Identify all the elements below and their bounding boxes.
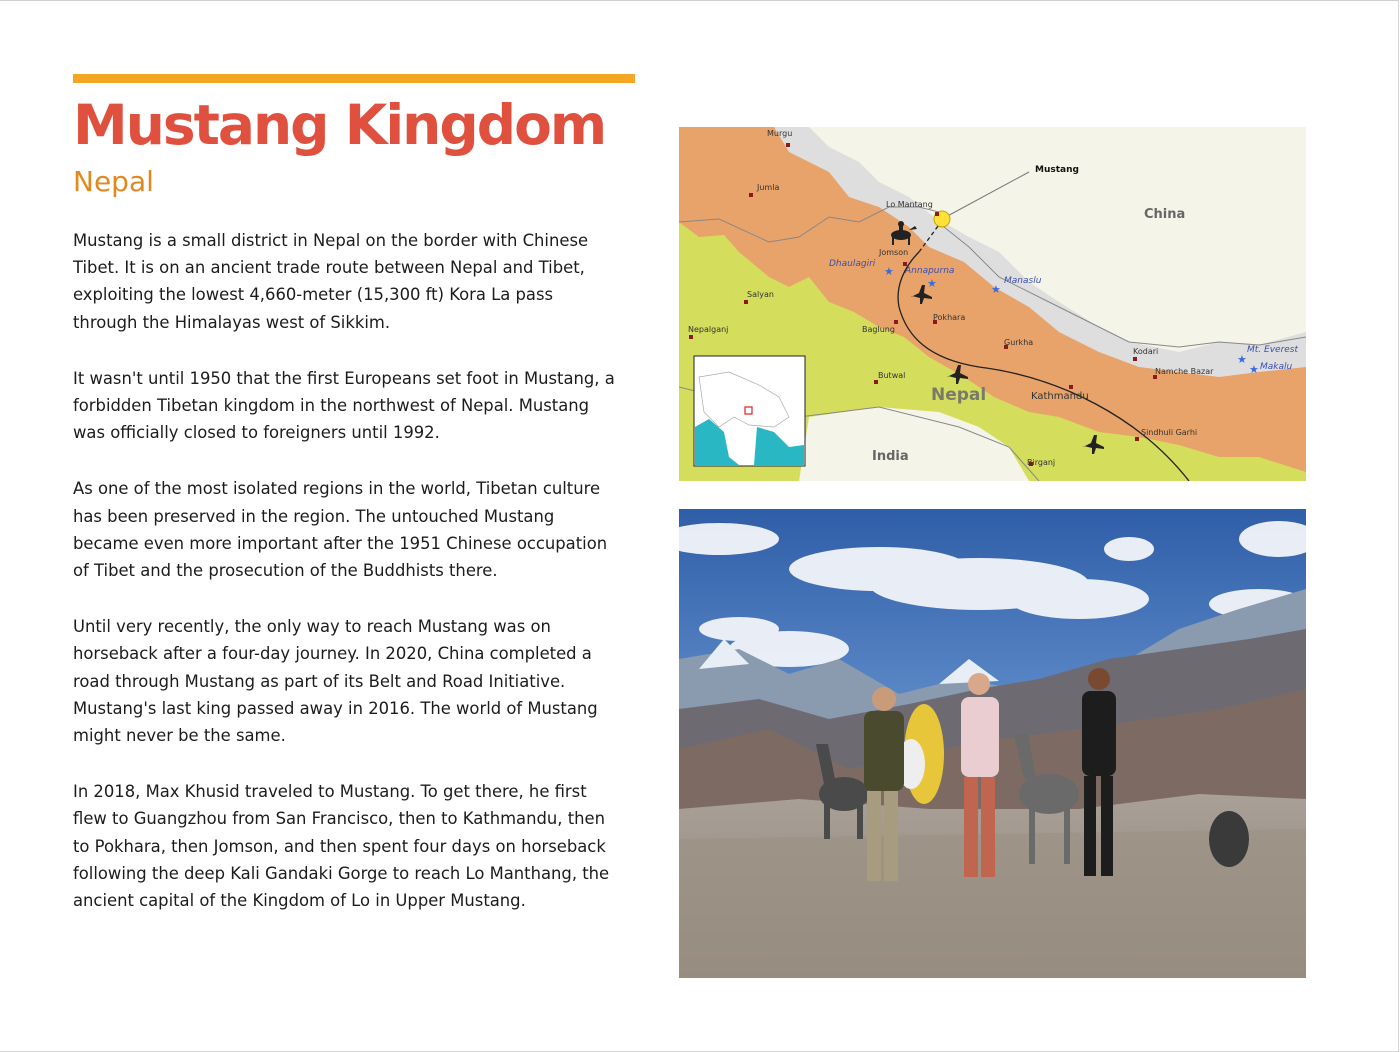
map-label-nepal: Nepal xyxy=(931,385,987,405)
paragraph-4: Until very recently, the only way to reach Mustang was on horseback after a four-day journey. In 2020, China completed a road through Mustang as part of its Belt and Road Initiative. Mustang's last king passed away in 2016. The world of Mustang might never be the same. xyxy=(73,617,598,746)
page-title: Mustang Kingdom xyxy=(73,93,606,157)
map-peak-annapurna: Annapurna xyxy=(905,266,955,276)
map-town-pokhara: Pokhara xyxy=(933,313,966,322)
travel-photo xyxy=(679,509,1306,978)
map-town-jumla: Jumla xyxy=(757,183,780,192)
map-peak-manaslu: Manaslu xyxy=(1004,276,1042,286)
map-town-nepalganj: Nepalganj xyxy=(688,325,729,334)
article-body xyxy=(73,227,621,943)
paragraph-1: Mustang is a small district in Nepal on the border with Chinese Tibet. It is on an ancient trade route between Nepal and Tibet, exploiting the lowest 4,660-meter (15,300 ft) Kora La pass through the Himalayas west of Sikkim. xyxy=(73,231,589,332)
map-peak-makalu: Makalu xyxy=(1260,362,1293,372)
route-map xyxy=(679,127,1306,481)
map-peak-everest: Mt. Everest xyxy=(1247,345,1299,355)
map-town-jomson: Jomson xyxy=(879,248,909,257)
page-subtitle: Nepal xyxy=(73,165,154,198)
svg-text:★: ★ xyxy=(1249,363,1259,376)
map-label-china: China xyxy=(1144,207,1186,222)
paragraph-2: It wasn't until 1950 that the first Europeans set foot in Mustang, a forbidden Tibetan kingdom in the northwest of Nepal. Mustang was officially closed to foreigners until 1992. xyxy=(73,368,615,443)
map-town-gurkha: Gurkha xyxy=(1004,338,1034,347)
paragraph-3: As one of the most isolated regions in the world, Tibetan culture has been preserved in the region. The untouched Mustang became even more important after the 1951 Chinese occupation of Tibet and the prosecution of the Buddhists there. xyxy=(73,479,608,581)
map-inset xyxy=(694,356,805,466)
svg-text:★: ★ xyxy=(884,265,894,278)
map-town-sindhuli-garhi: Sindhuli Garhi xyxy=(1141,428,1198,437)
map-town-namche-bazar: Namche Bazar xyxy=(1155,367,1214,376)
svg-text:★: ★ xyxy=(927,277,937,290)
map-town-lo-mantang: Lo Mantang xyxy=(886,200,933,209)
map-town-kathmandu: Kathmandu xyxy=(1031,391,1089,402)
map-town-salyan: Salyan xyxy=(747,290,774,299)
map-town-murgu: Murgu xyxy=(767,129,793,138)
map-label-india: India xyxy=(872,449,909,464)
paragraph-5: In 2018, Max Khusid traveled to Mustang. To get there, he first flew to Guangzhou from San Francisco, then to Kathmandu, then to Pokhara, then Jomson, and then spent four days on horseback following the deep Kali Gandaki Gorge to reach Lo Manthang, the ancient capital of the Kingdom of Lo in Upper Mustang. xyxy=(73,782,610,911)
map-town-butwal: Butwal xyxy=(878,371,906,380)
map-town-birganj: Birganj xyxy=(1027,458,1056,467)
accent-bar xyxy=(73,74,635,83)
svg-text:★: ★ xyxy=(1237,353,1247,366)
map-town-kodari: Kodari xyxy=(1133,347,1159,356)
map-town-baglung: Baglung xyxy=(862,325,895,334)
map-callout-mustang: Mustang xyxy=(1035,165,1079,175)
svg-text:★: ★ xyxy=(991,283,1001,296)
map-peak-dhaulagiri: Dhaulagiri xyxy=(829,259,876,269)
